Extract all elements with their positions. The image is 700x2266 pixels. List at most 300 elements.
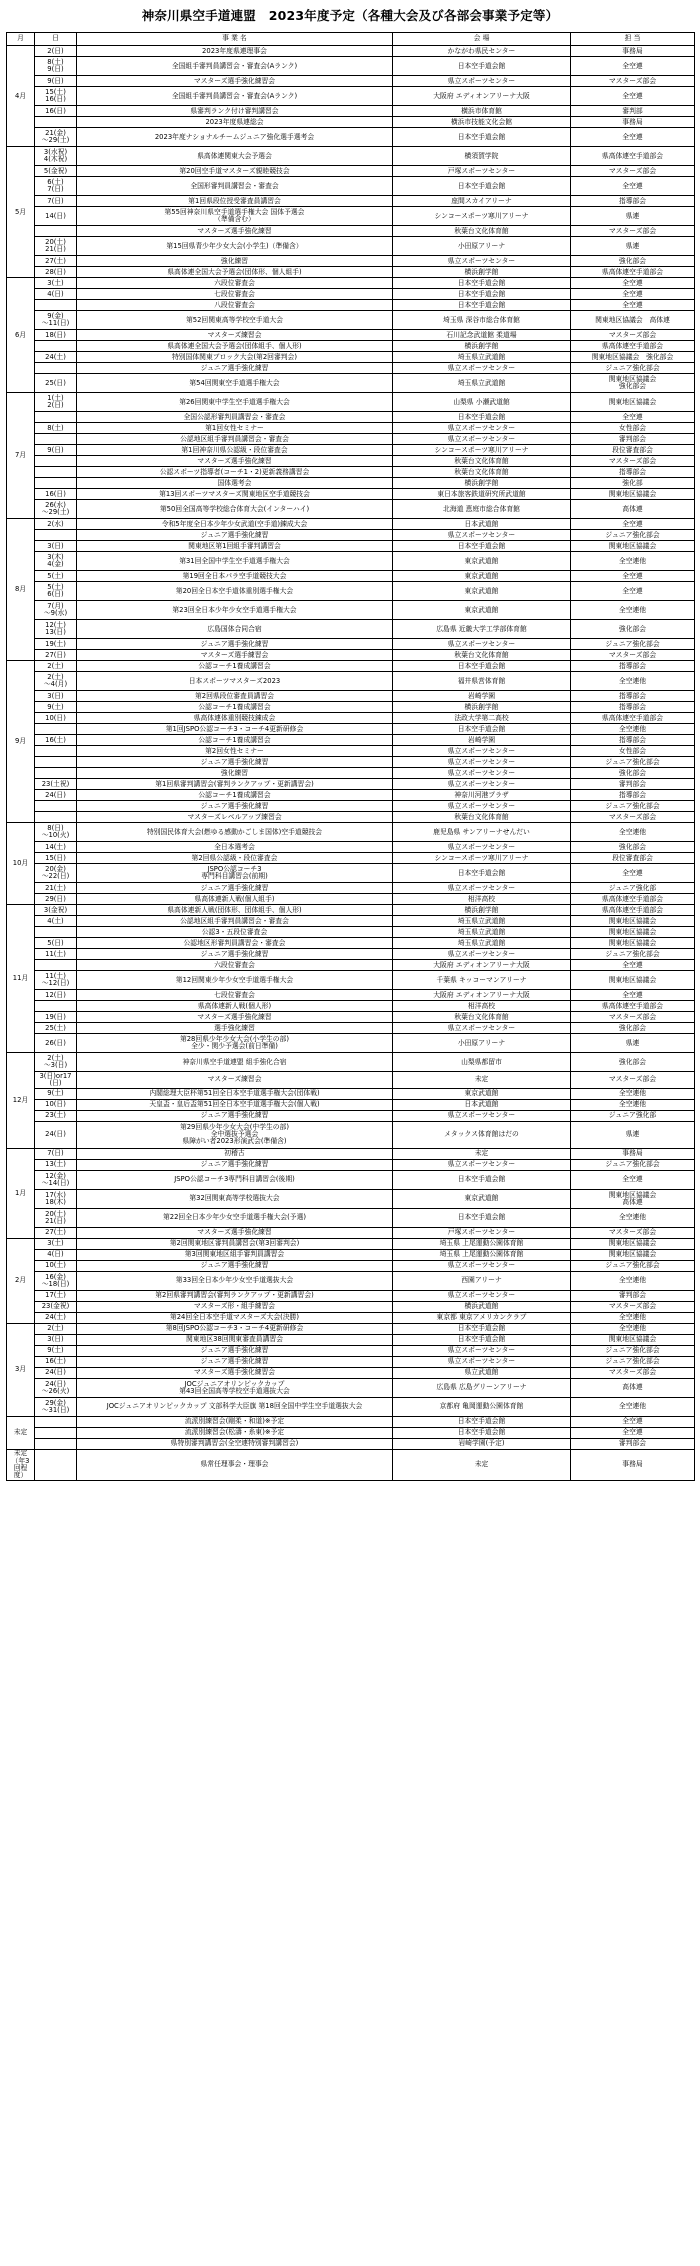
table-row (7, 1449, 695, 1480)
venue-cell: 県立スポーツセンター (393, 1356, 571, 1367)
table-row (7, 1367, 695, 1378)
table-row (7, 691, 695, 702)
venue-cell: 広島県 近畿大学工学部体育館 (393, 620, 571, 639)
venue-cell: 横浜創学館 (393, 267, 571, 278)
month-cell: 2月 (7, 1238, 35, 1323)
venue-cell: 県立スポーツセンター (393, 949, 571, 960)
table-row (7, 1290, 695, 1301)
event-cell: JSPO公認コーチ3専門科目講習会(後期) (77, 1170, 393, 1189)
event-cell: 強化練習 (77, 768, 393, 779)
table-row (7, 363, 695, 374)
table-row (7, 790, 695, 801)
venue-cell: 東日本旅客鉄道研究所武道館 (393, 489, 571, 500)
venue-cell: シンコースポーツ寒川アリーナ (393, 207, 571, 226)
day-cell (35, 1427, 77, 1438)
venue-cell: 東京武道館 (393, 571, 571, 582)
dept-cell: 強化部会 (571, 842, 695, 853)
event-cell: 公認コーチ1養成講習会 (77, 702, 393, 713)
dept-cell: マスターズ部会 (571, 1072, 695, 1089)
dept-cell: 事務局 (571, 117, 695, 128)
day-cell: 3(日) (35, 1334, 77, 1345)
venue-cell: 未定 (393, 1449, 571, 1480)
event-cell: JOCジュニアオリンピックカップ 文部科学大臣旗 第18回全国中学生空手道選抜大会 (77, 1397, 393, 1416)
dept-cell: ジュニア強化部会 (571, 1159, 695, 1170)
event-cell: 公認地区組手審判員講習会・審査会 (77, 916, 393, 927)
day-cell: 14(土) (35, 842, 77, 853)
venue-cell: 日本空手道会館 (393, 1323, 571, 1334)
table-row (7, 478, 695, 489)
day-cell (35, 1449, 77, 1480)
event-cell: 第28回県少年少女大会(小学生の部) 全少・関少予選会(前日準備) (77, 1034, 393, 1053)
event-cell: 2023年度県連理事会 (77, 46, 393, 57)
month-cell: 12月 (7, 1053, 35, 1149)
event-cell: 県高体連新人戦(個人形) (77, 1001, 393, 1012)
event-cell: マスターズレベルアップ練習会 (77, 812, 393, 823)
venue-cell: 埼玉県立武道館 (393, 938, 571, 949)
day-cell: 19(土) (35, 639, 77, 650)
dept-cell: 女性部会 (571, 423, 695, 434)
day-cell: 28(日) (35, 267, 77, 278)
table-row (7, 87, 695, 106)
month-cell: 7月 (7, 393, 35, 519)
day-cell: 3(木) 4(金) (35, 552, 77, 571)
event-cell: 公認地区形審判員講習会・審査会 (77, 938, 393, 949)
day-cell: 7(月) ～9(水) (35, 601, 77, 620)
venue-cell: 秋葉台文化体育館 (393, 467, 571, 478)
dept-cell: 強化部会 (571, 256, 695, 267)
day-cell: 3(土) (35, 1238, 77, 1249)
table-row (7, 467, 695, 478)
day-cell (35, 801, 77, 812)
event-cell: JSPO公認コーチ3 専門科目講習会(前期) (77, 864, 393, 883)
dept-cell: マスターズ部会 (571, 1301, 695, 1312)
venue-cell: 日本空手道会館 (393, 864, 571, 883)
dept-cell: 県連 (571, 1034, 695, 1053)
venue-cell: 未定 (393, 1072, 571, 1089)
event-cell: ジュニア選手強化練習 (77, 1110, 393, 1121)
event-cell: 七段位審査会 (77, 990, 393, 1001)
venue-cell: 県立スポーツセンター (393, 1110, 571, 1121)
table-row (7, 1023, 695, 1034)
event-cell: 第50回全国高等学校総合体育大会(インターハイ) (77, 500, 393, 519)
day-cell (35, 812, 77, 823)
dept-cell: 県高体連空手道部会 (571, 267, 695, 278)
month-cell: 9月 (7, 661, 35, 823)
venue-cell: 山梨県都留市 (393, 1053, 571, 1072)
dept-cell: 指導部会 (571, 196, 695, 207)
table-row (7, 949, 695, 960)
event-cell: 第32回関東高等学校選抜大会 (77, 1189, 393, 1208)
event-cell: 関東地区38回関東審査員講習会 (77, 1334, 393, 1345)
table-row (7, 1323, 695, 1334)
dept-cell: 全空連他 (571, 1271, 695, 1290)
venue-cell: 県立スポーツセンター (393, 746, 571, 757)
venue-cell: 横浜創学館 (393, 702, 571, 713)
day-cell: 3(土) (35, 278, 77, 289)
event-cell: 第2回女性セミナー (77, 746, 393, 757)
event-cell: 国体選考会 (77, 478, 393, 489)
month-cell: 8月 (7, 519, 35, 661)
day-cell: 3(水祝) 4(木祝) (35, 147, 77, 166)
table-row (7, 1053, 695, 1072)
table-row (7, 1001, 695, 1012)
event-cell: 全日本選考会 (77, 842, 393, 853)
table-row (7, 57, 695, 76)
day-cell (35, 757, 77, 768)
dept-cell: 全空連 (571, 278, 695, 289)
event-cell: 第29回県少年少女大会(中学生の部) 全中選抜予選会 県障がい者2023形演武会(準備含) (77, 1121, 393, 1148)
venue-cell: 大阪府 エディオンアリーナ大阪 (393, 990, 571, 1001)
event-cell: 2023年度ナショナルチームジュニア強化選手選考会 (77, 128, 393, 147)
day-cell: 18(日) (35, 330, 77, 341)
venue-cell: 鹿児島県 サンアリーナせんだい (393, 823, 571, 842)
day-cell: 8(土) (35, 423, 77, 434)
dept-cell: 県連 (571, 1121, 695, 1148)
dept-cell: マスターズ部会 (571, 812, 695, 823)
table-row (7, 177, 695, 196)
day-cell (35, 1438, 77, 1449)
event-cell: 第23回全日本少年少女空手道選手権大会 (77, 601, 393, 620)
dept-cell: 全空連他 (571, 724, 695, 735)
venue-cell: 日本空手道会館 (393, 661, 571, 672)
day-cell: 11(土) ～12(日) (35, 971, 77, 990)
dept-cell: 高体連 (571, 1378, 695, 1397)
event-cell: ジュニア選手強化練習 (77, 1260, 393, 1271)
event-cell: ジュニア選手強化練習 (77, 1356, 393, 1367)
table-row (7, 237, 695, 256)
table-row (7, 519, 695, 530)
dept-cell: 指導部会 (571, 735, 695, 746)
month-cell: 未定（年3回程度） (7, 1449, 35, 1480)
day-cell: 9(土) (35, 1345, 77, 1356)
table-row (7, 1260, 695, 1271)
event-cell: 七段位審査会 (77, 289, 393, 300)
day-cell: 2(日) (35, 46, 77, 57)
dept-cell: マスターズ部会 (571, 1227, 695, 1238)
day-cell: 21(金) ～29(土) (35, 128, 77, 147)
table-row (7, 801, 695, 812)
venue-cell: 県立スポーツセンター (393, 256, 571, 267)
event-cell: 県特別審判講習会(全空連特別審判講習会) (77, 1438, 393, 1449)
day-cell (35, 1001, 77, 1012)
day-cell: 9(土) (35, 702, 77, 713)
event-cell: 第20回空手道マスターズ親睦競技会 (77, 166, 393, 177)
page-title: 神奈川県空手道連盟 2023年度予定（各種大会及び各部会事業予定等） (141, 8, 559, 23)
dept-cell: 審判部会 (571, 779, 695, 790)
event-cell: 全国公認形審判員講習会・審査会 (77, 412, 393, 423)
venue-cell: 秋葉台文化体育館 (393, 1012, 571, 1023)
venue-cell: 埼玉県立武道館 (393, 927, 571, 938)
header-month: 月 (7, 33, 35, 46)
table-row (7, 330, 695, 341)
dept-cell: 全空連他 (571, 1208, 695, 1227)
day-cell: 2(土) (35, 661, 77, 672)
table-row (7, 894, 695, 905)
venue-cell: 埼玉県立武道館 (393, 916, 571, 927)
day-cell: 7(日) (35, 196, 77, 207)
event-cell: ジュニア選手強化練習 (77, 1345, 393, 1356)
event-cell: 公認コーチ1養成講習会 (77, 735, 393, 746)
day-cell: 14(日) (35, 207, 77, 226)
table-row (7, 434, 695, 445)
day-cell: 20(土) 21(日) (35, 1208, 77, 1227)
table-row (7, 1227, 695, 1238)
dept-cell: ジュニア強化部会 (571, 1345, 695, 1356)
table-row (7, 713, 695, 724)
event-cell: 第1回県審判講習会(審判ランクアップ・更新講習会) (77, 779, 393, 790)
dept-cell: 強化部 (571, 478, 695, 489)
month-cell: 4月 (7, 46, 35, 147)
table-row (7, 735, 695, 746)
venue-cell: 秋葉台文化体育館 (393, 650, 571, 661)
table-row (7, 1356, 695, 1367)
day-cell: 5(土) 6(日) (35, 582, 77, 601)
month-cell: 3月 (7, 1323, 35, 1416)
dept-cell: 全空連 (571, 960, 695, 971)
venue-cell: 岩崎学園 (393, 691, 571, 702)
day-cell: 4(日) (35, 289, 77, 300)
venue-cell: 相洋高校 (393, 894, 571, 905)
dept-cell: 関東地区協議会 (571, 393, 695, 412)
venue-cell: 山梨県 小瀬武道館 (393, 393, 571, 412)
day-cell: 26(水) ～29(土) (35, 500, 77, 519)
month-cell: 未定 (7, 1416, 35, 1449)
day-cell: 9(日) (35, 445, 77, 456)
table-row (7, 278, 695, 289)
dept-cell: 全空連他 (571, 672, 695, 691)
venue-cell: 岩崎学園(予定) (393, 1438, 571, 1449)
table-row (7, 1345, 695, 1356)
table-row (7, 352, 695, 363)
day-cell (35, 478, 77, 489)
venue-cell: 東京武道館 (393, 1189, 571, 1208)
venue-cell: 横須賀学院 (393, 147, 571, 166)
event-cell: 公認コーチ1養成講習会 (77, 661, 393, 672)
table-row (7, 702, 695, 713)
venue-cell: 県立武道館 (393, 1367, 571, 1378)
event-cell: 第2回県審判講習会(審判ランクアップ・更新講習会) (77, 1290, 393, 1301)
event-cell: 2023年度県連総会 (77, 117, 393, 128)
venue-cell: 石川記念武道館 柔道場 (393, 330, 571, 341)
venue-cell: 日本空手道会館 (393, 128, 571, 147)
dept-cell: 指導部会 (571, 790, 695, 801)
table-row (7, 1034, 695, 1053)
dept-cell: 全空連 (571, 990, 695, 1001)
dept-cell: 全空連 (571, 128, 695, 147)
table-row (7, 927, 695, 938)
table-row (7, 1397, 695, 1416)
table-row (7, 128, 695, 147)
event-cell: 第2回県段位審査員講習会 (77, 691, 393, 702)
day-cell: 29(日) (35, 894, 77, 905)
day-cell: 4(土) (35, 916, 77, 927)
dept-cell: 全空連他 (571, 601, 695, 620)
venue-cell: 日本空手道会館 (393, 412, 571, 423)
dept-cell: ジュニア強化部 (571, 1110, 695, 1121)
table-row (7, 311, 695, 330)
event-cell: 第1回女性セミナー (77, 423, 393, 434)
dept-cell: マスターズ部会 (571, 1012, 695, 1023)
table-row (7, 341, 695, 352)
event-cell: 第33回全日本少年少女空手道選抜大会 (77, 1271, 393, 1290)
venue-cell: 県立スポーツセンター (393, 842, 571, 853)
table-row (7, 971, 695, 990)
month-cell: 11月 (7, 905, 35, 1053)
schedule-table (6, 32, 695, 1481)
event-cell: 日本スポーツマスターズ2023 (77, 672, 393, 691)
event-cell: 初稽古 (77, 1148, 393, 1159)
venue-cell: 日本空手道会館 (393, 278, 571, 289)
dept-cell: 県高体連空手道部会 (571, 1001, 695, 1012)
table-row (7, 1208, 695, 1227)
dept-cell: マスターズ部会 (571, 1367, 695, 1378)
table-row (7, 842, 695, 853)
venue-cell: 東京武道館 (393, 582, 571, 601)
table-row (7, 226, 695, 237)
table-row (7, 853, 695, 864)
day-cell: 3(金祝) (35, 905, 77, 916)
table-row (7, 1378, 695, 1397)
venue-cell: 横浜武道館 (393, 1301, 571, 1312)
table-row (7, 106, 695, 117)
venue-cell: 北海道 恵庭市総合体育館 (393, 500, 571, 519)
dept-cell: 審判部会 (571, 1438, 695, 1449)
venue-cell: 小田原アリーナ (393, 1034, 571, 1053)
event-cell: 公認3・五段位審査会 (77, 927, 393, 938)
header-venue: 会 場 (393, 33, 571, 46)
dept-cell: 全空連 (571, 519, 695, 530)
event-cell: 第24回全日本空手道マスターズ大会(決勝) (77, 1312, 393, 1323)
table-row (7, 541, 695, 552)
dept-cell: 指導部会 (571, 691, 695, 702)
table-row (7, 445, 695, 456)
event-cell: ジュニア選手強化練習 (77, 757, 393, 768)
event-cell: 第12回関東少年少女空手道選手権大会 (77, 971, 393, 990)
day-cell: 20(金) ～22(日) (35, 864, 77, 883)
venue-cell: 県立スポーツセンター (393, 1023, 571, 1034)
day-cell (35, 117, 77, 128)
dept-cell: 全空連 (571, 57, 695, 76)
table-row (7, 374, 695, 393)
event-cell: 第26回関東中学生空手道選手権大会 (77, 393, 393, 412)
event-cell: 第20回全日本空手道体重別選手権大会 (77, 582, 393, 601)
day-cell: 5(金祝) (35, 166, 77, 177)
dept-cell: 強化部会 (571, 1053, 695, 1072)
table-row (7, 1438, 695, 1449)
day-cell (35, 724, 77, 735)
table-row (7, 76, 695, 87)
dept-cell: 高体連 (571, 500, 695, 519)
table-row (7, 650, 695, 661)
dept-cell: 関東地区協議会 高体連 (571, 1189, 695, 1208)
day-cell: 5(日) (35, 938, 77, 949)
event-cell: 公認地区組手審判員講習会・審査会 (77, 434, 393, 445)
event-cell: 流派別練習会(松濤・糸東)※予定 (77, 1427, 393, 1438)
table-row (7, 1088, 695, 1099)
event-cell: 第55回神奈川県空手道選手権大会 国体予選会 （準備含む） (77, 207, 393, 226)
venue-cell: メタックス体育館はだの (393, 1121, 571, 1148)
day-cell: 13(土) (35, 1159, 77, 1170)
day-cell (35, 467, 77, 478)
dept-cell: 全空連他 (571, 1323, 695, 1334)
table-row (7, 267, 695, 278)
venue-cell: 県立スポーツセンター (393, 423, 571, 434)
day-cell: 10(土) (35, 1260, 77, 1271)
event-cell: 第52回関東高等学校空手道大会 (77, 311, 393, 330)
venue-cell: 県立スポーツセンター (393, 1345, 571, 1356)
dept-cell: 全空連 (571, 289, 695, 300)
venue-cell: 大阪府 エディオンアリーナ大阪 (393, 87, 571, 106)
event-cell: 第1回神奈川県公認級・段位審査会 (77, 445, 393, 456)
event-cell: マスターズ選手強化練習会 (77, 76, 393, 87)
venue-cell: 日本空手道会館 (393, 724, 571, 735)
table-row (7, 393, 695, 412)
table-row (7, 990, 695, 1001)
day-cell: 16(土) (35, 735, 77, 746)
dept-cell: 審判部会 (571, 1290, 695, 1301)
event-cell: 六段位審査会 (77, 960, 393, 971)
table-row (7, 768, 695, 779)
table-row (7, 1159, 695, 1170)
dept-cell: 全空連 (571, 412, 695, 423)
dept-cell: 全空連他 (571, 1312, 695, 1323)
dept-cell: 全空連 (571, 87, 695, 106)
venue-cell: 神奈川河港プラザ (393, 790, 571, 801)
event-cell: 全国組手審判員講習会・審査会(Aランク) (77, 87, 393, 106)
day-cell: 8(日) ～10(火) (35, 823, 77, 842)
table-row (7, 256, 695, 267)
day-cell: 24(日) ～26(火) (35, 1378, 77, 1397)
dept-cell: 関東地区協議会 (571, 927, 695, 938)
day-cell: 16(日) (35, 489, 77, 500)
venue-cell: 県立スポーツセンター (393, 1260, 571, 1271)
venue-cell: 県立スポーツセンター (393, 1159, 571, 1170)
event-cell: 県審判ランク付け審判講習会 (77, 106, 393, 117)
venue-cell: 埼玉県 上尾運動公園体育館 (393, 1249, 571, 1260)
event-cell: 第8回JSPO公認コーチ3・コーチ4更新研修会 (77, 1323, 393, 1334)
venue-cell: 県立スポーツセンター (393, 801, 571, 812)
venue-cell: 横浜市体育館 (393, 106, 571, 117)
day-cell: 3(日) (35, 691, 77, 702)
venue-cell: 日本空手道会館 (393, 541, 571, 552)
event-cell: 八段位審査会 (77, 300, 393, 311)
day-cell: 12(土) 13(日) (35, 620, 77, 639)
day-cell: 16(土) (35, 1356, 77, 1367)
table-row (7, 1012, 695, 1023)
venue-cell: 日本空手道会館 (393, 1416, 571, 1427)
dept-cell: 段位審査部会 (571, 853, 695, 864)
day-cell: 24(土) (35, 352, 77, 363)
dept-cell: ジュニア強化部 (571, 883, 695, 894)
table-row (7, 423, 695, 434)
table-row (7, 1271, 695, 1290)
event-cell: マスターズ選手強化練習会 (77, 1367, 393, 1378)
table-row (7, 289, 695, 300)
day-cell: 25(日) (35, 374, 77, 393)
dept-cell: 全空連 (571, 571, 695, 582)
table-row (7, 207, 695, 226)
venue-cell: 東京都 東京アメリカンクラブ (393, 1312, 571, 1323)
venue-cell: 座間スカイアリーナ (393, 196, 571, 207)
day-cell: 5(土) (35, 571, 77, 582)
event-cell: 第1回JSPO公認コーチ3・コーチ4更新研修会 (77, 724, 393, 735)
dept-cell: 関東地区協議会 (571, 916, 695, 927)
day-cell (35, 363, 77, 374)
dept-cell: 全空連 (571, 1416, 695, 1427)
dept-cell: 全空連他 (571, 823, 695, 842)
dept-cell: 全空連 (571, 1170, 695, 1189)
venue-cell: 未定 (393, 1148, 571, 1159)
